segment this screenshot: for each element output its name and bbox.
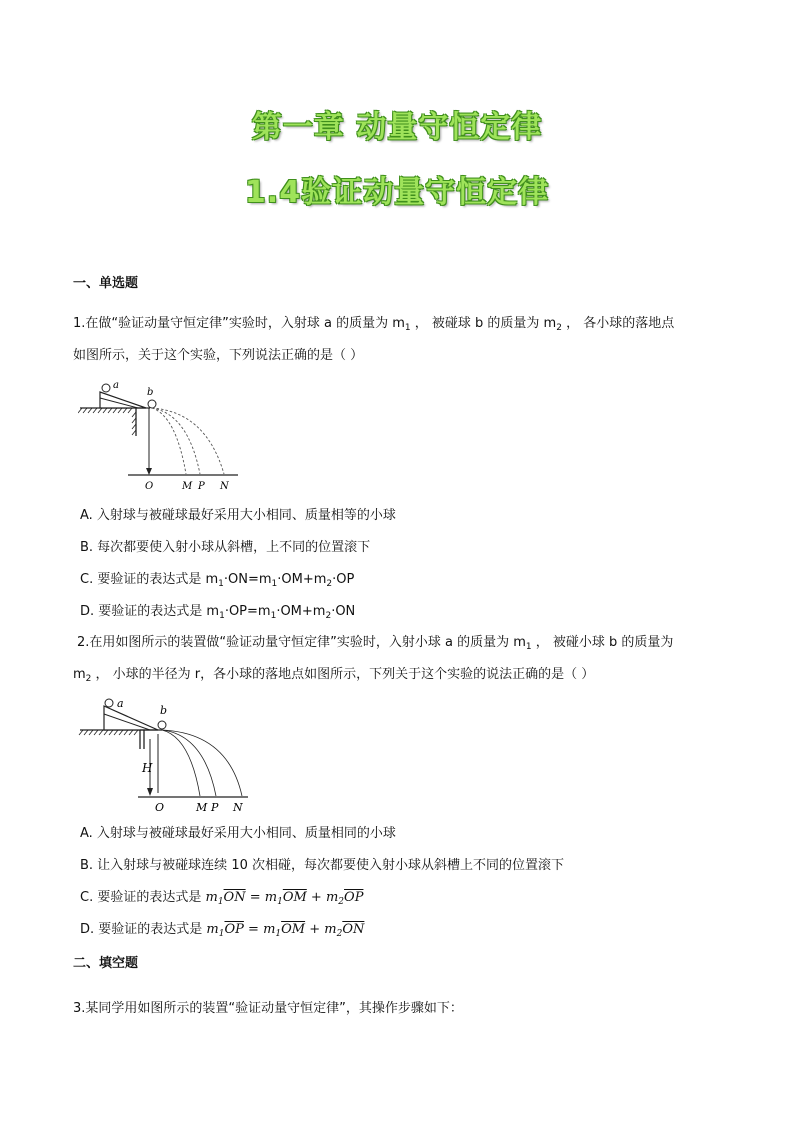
q1-stem-line2: 如图所示，关于这个实验，下列说法正确的是（ ）: [73, 348, 364, 363]
q2-text: ， 小球的半径为 r，各小球的落地点如图所示，下列关于这个实验的说法正确的是（ ）: [91, 667, 595, 682]
q1-apparatus-figure: [78, 378, 248, 493]
q2-text: m: [73, 667, 86, 682]
ball-a-icon: [105, 699, 113, 707]
subscript: 2: [85, 674, 92, 684]
subscript: 1: [219, 611, 225, 621]
subscript: 2: [556, 323, 562, 333]
label-M: M: [182, 481, 193, 492]
segment-OM: $\overline{OM}$: [281, 922, 306, 937]
subscript: 1: [404, 323, 411, 333]
subscript: 2: [325, 611, 332, 621]
q2-text: 2.在用如图所示的装置做“验证动量守恒定律”实验时，入射小球 a 的质量为 m: [77, 635, 526, 650]
segment-OP: $\overline{OP}$: [344, 890, 364, 905]
q2-apparatus-figure: [78, 697, 250, 815]
math-symbol: m: [205, 890, 218, 905]
option-text: ·OM+m: [277, 572, 327, 587]
q2-option-c[interactable]: [80, 889, 363, 911]
ball-a-icon: [102, 384, 110, 392]
math-symbol: m: [325, 890, 339, 905]
section-heading-fill-in: 二、填空题: [73, 956, 139, 971]
q2-option-d-equation: [206, 922, 364, 937]
q1-option-c[interactable]: [80, 571, 354, 593]
q1-option-d[interactable]: [80, 603, 355, 625]
label-a: a: [117, 697, 124, 710]
segment-ON: $\overline{ON}$: [223, 890, 246, 905]
subscript: 1: [217, 897, 224, 907]
q2-option-d[interactable]: [80, 921, 364, 943]
equals: =: [245, 890, 265, 905]
label-b: b: [160, 704, 168, 717]
option-text: ·OP: [332, 572, 355, 587]
math-symbol: m: [264, 890, 278, 905]
equals: =: [243, 922, 264, 937]
q3-stem-line1: 3.某同学用如图所示的装置“验证动量守恒定律”，其操作步骤如下：: [73, 1001, 463, 1016]
subscript: 1: [271, 579, 278, 589]
label-M: M: [196, 801, 208, 814]
ball-b-icon: [148, 400, 156, 408]
lesson-title: 1.4验证动量守恒定律: [244, 175, 550, 210]
label-P: P: [211, 801, 219, 814]
option-text: ·OM+m: [276, 604, 326, 619]
option-text: D. 要验证的表达式是: [80, 922, 203, 937]
option-text: ·OP=m: [224, 604, 271, 619]
subscript: 2: [326, 579, 333, 589]
subscript: 1: [270, 611, 277, 621]
q1-text: ， 被碰球 b 的质量为 m: [410, 316, 557, 331]
plus: +: [306, 890, 326, 905]
chapter-title: 第一章 动量守恒定律: [251, 110, 543, 145]
option-text: D. 要验证的表达式是 m: [80, 604, 220, 619]
subscript: 1: [277, 897, 283, 907]
math-symbol: m: [324, 922, 337, 937]
q2-option-a[interactable]: A. 入射球与被碰球最好采用大小相同、质量相同的小球: [80, 826, 396, 841]
plus: +: [305, 922, 325, 937]
segment-ON: $\overline{ON}$: [342, 922, 365, 937]
q1-option-b[interactable]: B. 每次都要使入射小球从斜槽，上不同的位置滚下: [80, 540, 371, 555]
q1-option-a[interactable]: A. 入射球与被碰球最好采用大小相同、质量相等的小球: [80, 508, 396, 523]
ball-b-icon: [158, 721, 166, 729]
q2-option-b[interactable]: B. 让入射球与被碰球连续 10 次相碰，每次都要使入射小球从斜槽上不同的位置滚下: [80, 858, 564, 873]
q2-option-c-equation: [205, 890, 363, 905]
subscript: 1: [218, 579, 224, 589]
label-P: P: [198, 481, 205, 492]
subscript: 1: [275, 929, 282, 939]
label-N: N: [220, 481, 229, 492]
math-symbol: m: [263, 922, 276, 937]
q1-text: ， 各小球的落地点: [561, 316, 675, 331]
option-text: ·ON=m: [223, 572, 272, 587]
segment-OM: $\overline{OM}$: [282, 890, 307, 905]
q1-stem-line1: [73, 315, 674, 337]
q1-text: 1.在做“验证动量守恒定律”实验时，入射球 a 的质量为 m: [73, 316, 405, 331]
subscript: 1: [218, 929, 225, 939]
subscript: 2: [338, 897, 345, 907]
label-O: O: [145, 481, 154, 492]
label-a: a: [113, 380, 119, 391]
subscript: 1: [525, 642, 532, 652]
q2-text: ， 被碰小球 b 的质量为: [531, 635, 674, 650]
segment-OP: $\overline{OP}$: [224, 922, 244, 937]
option-text: C. 要验证的表达式是: [80, 890, 202, 905]
q2-stem-line1: [77, 634, 673, 656]
q2-stem-line2: [73, 666, 594, 688]
option-text: ·ON: [331, 604, 356, 619]
label-H: H: [142, 761, 153, 775]
section-heading-single-choice: 一、单选题: [73, 276, 139, 291]
option-text: C. 要验证的表达式是 m: [80, 572, 219, 587]
label-b: b: [147, 387, 154, 398]
label-O: O: [155, 801, 165, 814]
math-symbol: m: [206, 922, 219, 937]
label-N: N: [233, 801, 243, 814]
subscript: 2: [336, 929, 343, 939]
